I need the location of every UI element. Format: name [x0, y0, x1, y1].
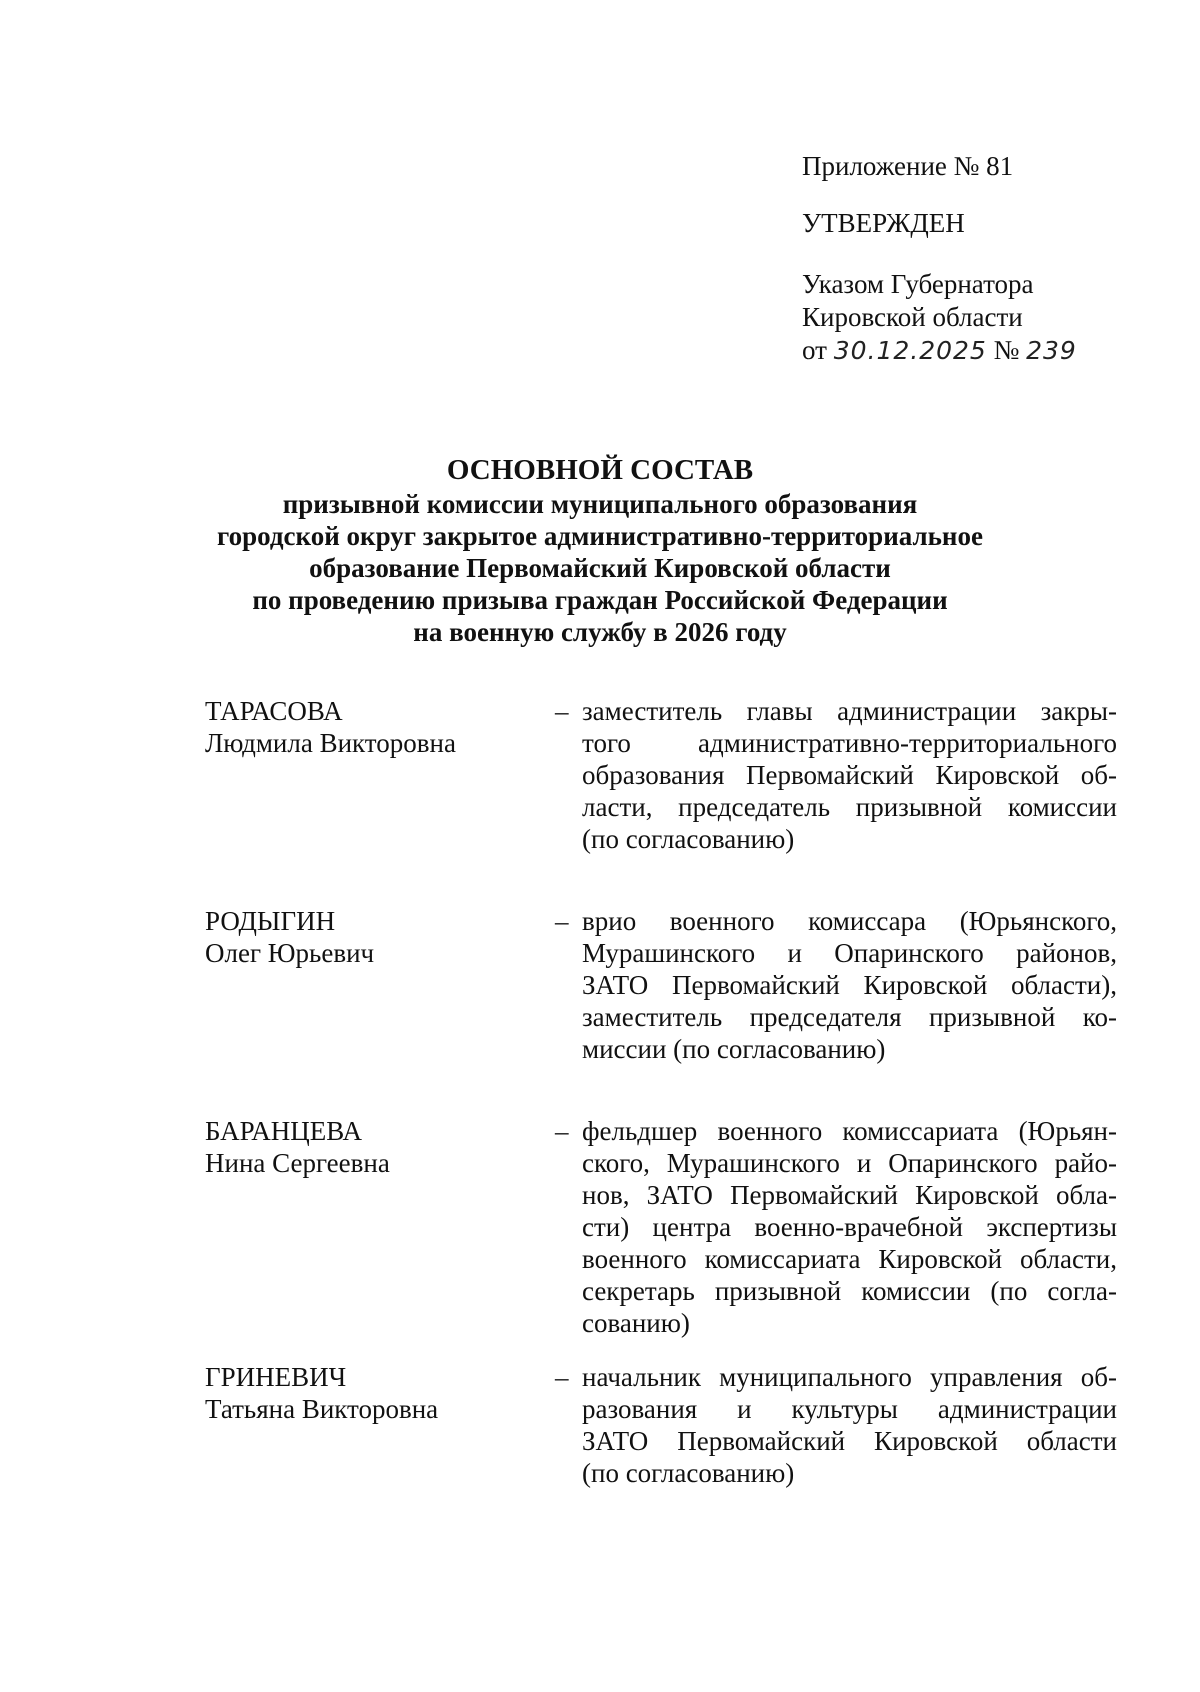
member-entry [205, 695, 1120, 905]
approval-block [802, 150, 1142, 367]
member-dash: – [555, 1116, 569, 1146]
title-line-2: городской округ закрытое административно-территориальное [217, 521, 983, 551]
role-line: заместитель главы администрации закры- [582, 696, 1117, 726]
title-line-4: по проведению призыва граждан Российской Федерации [252, 585, 948, 615]
title-line-5: на военную службу в 2026 году [413, 617, 787, 647]
member-given-names: Нина Сергеевна [205, 1148, 390, 1178]
member-dash: – [555, 1362, 569, 1392]
role-line: ласти, председатель призывной комиссии [582, 792, 1117, 822]
role-line: военного комиссариата Кировской области, [582, 1244, 1117, 1274]
member-role [582, 1115, 1117, 1339]
appendix-number: Приложение № 81 [802, 151, 1014, 181]
member-role [582, 695, 1117, 855]
member-dash: – [555, 906, 569, 936]
date-prefix: от [802, 335, 827, 365]
role-line: сти) центра военно-врачебной экспертизы [582, 1212, 1117, 1242]
member-entry [205, 905, 1120, 1115]
role-line: секретарь призывной комиссии (по согла- [582, 1276, 1117, 1306]
handwritten-date: 30.12.2025 [833, 336, 987, 365]
approved-stamp-text: УТВЕРЖДЕН [802, 208, 965, 238]
role-line: разования и культуры администрации [582, 1394, 1117, 1424]
member-entry [205, 1361, 1120, 1501]
role-line: ЗАТО Первомайский Кировской области), [582, 970, 1117, 1000]
role-line: того административно-территориального [582, 728, 1117, 758]
role-line: сованию) [582, 1308, 690, 1338]
handwritten-number: 239 [1026, 336, 1077, 365]
number-prefix: № [993, 335, 1020, 365]
role-line: (по согласованию) [582, 1458, 795, 1488]
role-line: образования Первомайский Кировской об- [582, 760, 1117, 790]
role-line: ЗАТО Первомайский Кировской области [582, 1426, 1117, 1456]
role-line: заместитель председателя призывной ко- [582, 1002, 1117, 1032]
member-surname: ТАРАСОВА [205, 696, 343, 726]
member-name [205, 1115, 555, 1179]
members-list [205, 695, 1120, 1501]
member-surname: ГРИНЕВИЧ [205, 1362, 347, 1392]
decree-line-1: Указом Губернатора [802, 269, 1034, 299]
decree-date-number [802, 334, 1142, 367]
role-line: ского, Мурашинского и Опаринского райо- [582, 1148, 1117, 1178]
role-line: начальник муниципального управления об- [582, 1362, 1117, 1392]
member-given-names: Татьяна Викторовна [205, 1394, 439, 1424]
role-line: (по согласованию) [582, 824, 795, 854]
member-dash: – [555, 696, 569, 726]
member-name [205, 1361, 555, 1425]
member-surname: БАРАНЦЕВА [205, 1116, 363, 1146]
member-role [582, 1361, 1117, 1489]
role-line: фельдшер военного комиссариата (Юрьян- [582, 1116, 1117, 1146]
member-entry [205, 1115, 1120, 1361]
member-role [582, 905, 1117, 1065]
title-line-1: призывной комиссии муниципального образования [282, 489, 918, 519]
member-name [205, 695, 555, 759]
decree-line-2: Кировской области [802, 302, 1023, 332]
title-line-3: образование Первомайский Кировской области [309, 553, 891, 583]
role-line: врио военного комиссара (Юрьянского, [582, 906, 1117, 936]
document-title [160, 452, 1040, 648]
role-line: миссии (по согласованию) [582, 1034, 886, 1064]
member-given-names: Людмила Викторовна [205, 728, 456, 758]
member-name [205, 905, 555, 969]
member-surname: РОДЫГИН [205, 906, 336, 936]
role-line: Мурашинского и Опаринского районов, [582, 938, 1117, 968]
title-main: ОСНОВНОЙ СОСТАВ [446, 454, 754, 486]
member-given-names: Олег Юрьевич [205, 938, 375, 968]
role-line: нов, ЗАТО Первомайский Кировской обла- [582, 1180, 1117, 1210]
